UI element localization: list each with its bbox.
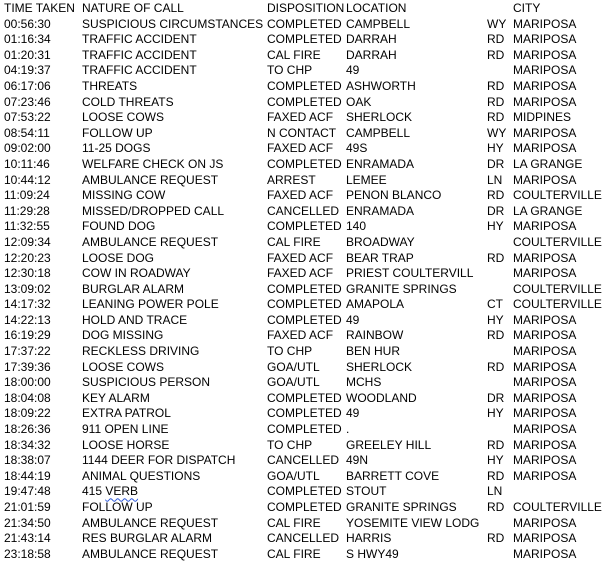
disposition-cell: FAXED ACF — [267, 328, 334, 343]
city-cell: MARIPOSA — [513, 390, 577, 405]
city-cell: MARIPOSA — [513, 219, 577, 234]
table-row — [0, 188, 614, 204]
table-row — [0, 235, 614, 251]
nature-of-call-cell: 1144 DEER FOR DISPATCH — [82, 453, 236, 468]
table-row — [0, 328, 614, 344]
time-taken-cell: 07:23:46 — [4, 94, 51, 109]
nature-of-call-cell: SUSPICIOUS PERSON — [82, 375, 211, 390]
disposition-cell: COMPLETED — [267, 16, 342, 31]
location-cell: PRIEST COULTERVILL — [346, 266, 474, 281]
city-cell: MARIPOSA — [513, 453, 577, 468]
location-cell: HARRIS — [346, 531, 392, 546]
disposition-cell: FAXED ACF — [267, 266, 334, 281]
time-taken-cell: 12:09:34 — [4, 234, 51, 249]
nature-text: 415 — [82, 484, 106, 499]
table-row — [0, 48, 614, 64]
city-cell: COULTERVILLE — [513, 188, 602, 203]
disposition-cell: GOA/UTL — [267, 468, 320, 483]
spellcheck-flagged-word: VERB — [105, 484, 139, 499]
time-taken-cell: 18:04:08 — [4, 390, 51, 405]
location-cell: GREELEY HILL — [346, 437, 432, 452]
table-row — [0, 469, 614, 485]
nature-of-call-cell: TRAFFIC ACCIDENT — [82, 32, 197, 47]
city-cell: MARIPOSA — [513, 32, 577, 47]
time-taken-cell: 07:53:22 — [4, 110, 51, 125]
time-taken-cell: 18:38:07 — [4, 453, 51, 468]
time-taken-cell: 21:01:59 — [4, 500, 51, 514]
street-suffix-cell: RD — [487, 500, 505, 514]
table-row — [0, 79, 614, 95]
time-taken-cell: 19:47:48 — [4, 484, 51, 499]
time-taken-cell: 10:11:46 — [4, 156, 50, 171]
disposition-cell: CAL FIRE — [267, 47, 321, 62]
table-row — [0, 453, 614, 469]
disposition-cell: TO CHP — [267, 344, 313, 359]
location-cell: PENON BLANCO — [346, 188, 442, 203]
city-cell: COULTERVILLE — [513, 281, 602, 296]
street-suffix-cell: LN — [487, 172, 503, 187]
disposition-cell: COMPLETED — [267, 78, 342, 93]
disposition-cell: GOA/UTL — [267, 359, 320, 374]
time-taken-cell: 00:56:30 — [4, 16, 51, 31]
nature-of-call-cell: FOUND DOG — [82, 219, 156, 234]
nature-of-call-cell: LOOSE COWS — [82, 359, 165, 374]
location-cell: . — [346, 422, 350, 437]
disposition-cell: FAXED ACF — [267, 110, 334, 125]
street-suffix-cell: RD — [487, 110, 505, 125]
location-cell: GRANITE SPRINGS — [346, 281, 457, 296]
location-cell: ENRAMADA — [346, 203, 415, 218]
location-cell: ASHWORTH — [346, 78, 416, 93]
location-cell: RAINBOW — [346, 328, 404, 343]
disposition-cell: COMPLETED — [267, 406, 342, 421]
city-cell: MARIPOSA — [513, 250, 577, 265]
nature-of-call-cell: BURGLAR ALARM — [82, 281, 185, 296]
city-cell: LA GRANGE — [513, 203, 583, 218]
time-taken-cell: 12:30:18 — [4, 266, 51, 281]
nature-of-call-cell: EXTRA PATROL — [82, 406, 171, 421]
table-row — [0, 422, 614, 438]
time-taken-cell: 11:09:24 — [4, 188, 50, 203]
table-row — [0, 406, 614, 422]
city-cell: MARIPOSA — [513, 546, 577, 561]
table-row — [0, 391, 614, 407]
city-cell: COULTERVILLE — [513, 500, 602, 514]
city-cell: MARIPOSA — [513, 468, 577, 483]
table-row — [0, 63, 614, 79]
time-taken-cell: 01:16:34 — [4, 32, 51, 47]
disposition-cell: N CONTACT — [267, 125, 337, 140]
time-taken-cell: 18:34:32 — [4, 437, 51, 452]
table-row — [0, 500, 614, 516]
table-row — [0, 360, 614, 376]
nature-of-call-cell: SUSPICIOUS CIRCUMSTANCES — [82, 16, 264, 31]
street-suffix-cell: HY — [487, 219, 504, 234]
table-row — [0, 282, 614, 298]
nature-of-call-cell: LEANING POWER POLE — [82, 297, 219, 312]
street-suffix-cell: RD — [487, 359, 505, 374]
disposition-cell: FAXED ACF — [267, 250, 334, 265]
street-suffix-cell: RD — [487, 250, 505, 265]
time-taken-cell: 04:19:37 — [4, 63, 51, 78]
city-cell: COULTERVILLE — [513, 297, 602, 312]
table-row — [0, 375, 614, 391]
city-cell: COULTERVILLE — [513, 234, 602, 249]
location-cell: AMAPOLA — [346, 297, 405, 312]
nature-of-call-cell: FOLLOW UP — [82, 125, 153, 140]
time-taken-cell: 14:22:13 — [4, 312, 51, 327]
city-cell: MARIPOSA — [513, 406, 577, 421]
disposition-cell: CANCELLED — [267, 531, 340, 546]
location-cell: DARRAH — [346, 32, 397, 47]
header-time-taken: TIME TAKEN — [4, 1, 75, 15]
city-cell: MARIPOSA — [513, 266, 577, 281]
disposition-cell: TO CHP — [267, 63, 313, 78]
city-cell: MARIPOSA — [513, 78, 577, 93]
street-suffix-cell: LN — [487, 484, 503, 499]
table-row — [0, 141, 614, 157]
street-suffix-cell: RD — [487, 32, 505, 47]
nature-of-call-cell: AMBULANCE REQUEST — [82, 515, 219, 530]
disposition-cell: TO CHP — [267, 437, 313, 452]
location-cell: LEMEE — [346, 172, 387, 187]
disposition-cell: COMPLETED — [267, 32, 342, 47]
table-row — [0, 219, 614, 235]
table-row — [0, 266, 614, 282]
nature-of-call-cell: TRAFFIC ACCIDENT — [82, 47, 197, 62]
street-suffix-cell: CT — [487, 297, 503, 312]
location-cell: OAK — [346, 94, 372, 109]
street-suffix-cell: DR — [487, 203, 505, 218]
nature-of-call-cell: AMBULANCE REQUEST — [82, 234, 219, 249]
call-log-table — [0, 1, 614, 562]
location-cell: BEN HUR — [346, 344, 401, 359]
nature-of-call-cell: LOOSE DOG — [82, 250, 155, 265]
table-row — [0, 157, 614, 173]
time-taken-cell: 08:54:11 — [4, 125, 50, 140]
table-row — [0, 32, 614, 48]
disposition-cell: COMPLETED — [267, 484, 342, 499]
street-suffix-cell: RD — [487, 328, 505, 343]
nature-of-call-cell: LOOSE COWS — [82, 110, 165, 125]
table-row — [0, 438, 614, 454]
disposition-cell: GOA/UTL — [267, 375, 320, 390]
street-suffix-cell: HY — [487, 406, 504, 421]
time-taken-cell: 16:19:29 — [4, 328, 51, 343]
disposition-cell: COMPLETED — [267, 297, 342, 312]
city-cell: LA GRANGE — [513, 156, 583, 171]
street-suffix-cell: HY — [487, 453, 504, 468]
header-nature-of-call: NATURE OF CALL — [82, 1, 184, 15]
disposition-cell: COMPLETED — [267, 422, 342, 437]
time-taken-cell: 09:02:00 — [4, 141, 51, 156]
table-row — [0, 95, 614, 111]
table-row — [0, 547, 614, 563]
time-taken-cell: 21:34:50 — [4, 515, 51, 530]
street-suffix-cell: HY — [487, 141, 504, 156]
time-taken-cell: 12:20:23 — [4, 250, 51, 265]
table-row — [0, 531, 614, 547]
city-cell: MARIPOSA — [513, 94, 577, 109]
disposition-cell: CANCELLED — [267, 453, 340, 468]
street-suffix-cell: WY — [487, 16, 507, 31]
location-cell: YOSEMITE VIEW LODG — [346, 515, 480, 530]
location-cell: S HWY49 — [346, 546, 399, 561]
location-cell: SHERLOCK — [346, 110, 413, 125]
street-suffix-cell: WY — [487, 125, 507, 140]
street-suffix-cell: HY — [487, 312, 504, 327]
location-cell: DARRAH — [346, 47, 397, 62]
city-cell: MARIPOSA — [513, 422, 577, 437]
location-cell: CAMPBELL — [346, 125, 411, 140]
disposition-cell: COMPLETED — [267, 94, 342, 109]
city-cell: MARIPOSA — [513, 312, 577, 327]
city-cell: MARIPOSA — [513, 63, 577, 78]
disposition-cell: COMPLETED — [267, 312, 342, 327]
table-row — [0, 516, 614, 532]
street-suffix-cell: RD — [487, 94, 505, 109]
header-row — [0, 1, 614, 17]
city-cell: MARIPOSA — [513, 375, 577, 390]
table-row — [0, 204, 614, 220]
time-taken-cell: 18:26:36 — [4, 422, 51, 437]
location-cell: 49 — [346, 63, 360, 78]
location-cell: STOUT — [346, 484, 387, 499]
location-cell: BARRETT COVE — [346, 468, 440, 483]
nature-of-call-cell: COW IN ROADWAY — [82, 266, 191, 281]
disposition-cell: CANCELLED — [267, 203, 340, 218]
location-cell: WOODLAND — [346, 390, 417, 405]
time-taken-cell: 01:20:31 — [4, 47, 51, 62]
nature-of-call-cell — [82, 484, 138, 500]
nature-of-call-cell: AMBULANCE REQUEST — [82, 172, 219, 187]
nature-of-call-cell: 911 OPEN LINE — [82, 422, 169, 437]
nature-of-call-cell: LOOSE HORSE — [82, 437, 170, 452]
nature-of-call-cell: COLD THREATS — [82, 94, 174, 109]
nature-of-call-cell: TRAFFIC ACCIDENT — [82, 63, 197, 78]
time-taken-cell: 23:18:58 — [4, 546, 51, 561]
disposition-cell: COMPLETED — [267, 500, 342, 514]
header-city: CITY — [513, 1, 541, 15]
location-cell: MCHS — [346, 375, 382, 390]
location-cell: 49 — [346, 312, 360, 327]
street-suffix-cell: RD — [487, 188, 505, 203]
location-cell: 49S — [346, 141, 368, 156]
city-cell: MARIPOSA — [513, 437, 577, 452]
nature-of-call-cell: MISSING COW — [82, 188, 166, 203]
disposition-cell: CAL FIRE — [267, 515, 321, 530]
table-row — [0, 297, 614, 313]
city-cell: MIDPINES — [513, 110, 572, 125]
time-taken-cell: 18:09:22 — [4, 406, 51, 421]
disposition-cell: COMPLETED — [267, 281, 342, 296]
time-taken-cell: 11:29:28 — [4, 203, 50, 218]
nature-of-call-cell: HOLD AND TRACE — [82, 312, 188, 327]
location-cell: 140 — [346, 219, 367, 234]
location-cell: 49 — [346, 406, 360, 421]
city-cell: MARIPOSA — [513, 141, 577, 156]
nature-of-call-cell: RECKLESS DRIVING — [82, 344, 200, 359]
city-cell: MARIPOSA — [513, 359, 577, 374]
disposition-cell: FAXED ACF — [267, 188, 334, 203]
table-row — [0, 126, 614, 142]
table-row — [0, 344, 614, 360]
nature-of-call-cell: THREATS — [82, 78, 138, 93]
city-cell: MARIPOSA — [513, 531, 577, 546]
street-suffix-cell: RD — [487, 78, 505, 93]
disposition-cell: COMPLETED — [267, 156, 342, 171]
table-row — [0, 17, 614, 33]
table-row — [0, 484, 614, 500]
nature-of-call-cell: RES BURGLAR ALARM — [82, 531, 213, 546]
table-row — [0, 110, 614, 126]
location-cell: 49N — [346, 453, 369, 468]
nature-of-call-cell: DOG MISSING — [82, 328, 164, 343]
city-cell: MARIPOSA — [513, 125, 577, 140]
time-taken-cell: 10:44:12 — [4, 172, 51, 187]
location-cell: GRANITE SPRINGS — [346, 500, 457, 514]
location-cell: CAMPBELL — [346, 16, 411, 31]
nature-of-call-cell: MISSED/DROPPED CALL — [82, 203, 225, 218]
city-cell: MARIPOSA — [513, 515, 577, 530]
time-taken-cell: 06:17:06 — [4, 78, 51, 93]
time-taken-cell: 13:09:02 — [4, 281, 51, 296]
disposition-cell: COMPLETED — [267, 390, 342, 405]
location-cell: BROADWAY — [346, 234, 415, 249]
nature-of-call-cell: AMBULANCE REQUEST — [82, 546, 219, 561]
time-taken-cell: 14:17:32 — [4, 297, 51, 312]
street-suffix-cell: RD — [487, 468, 505, 483]
time-taken-cell: 21:43:14 — [4, 531, 51, 546]
city-cell: MARIPOSA — [513, 172, 577, 187]
table-body — [0, 17, 614, 563]
nature-of-call-cell: KEY ALARM — [82, 390, 150, 405]
time-taken-cell: 18:00:00 — [4, 375, 51, 390]
table-row — [0, 173, 614, 189]
street-suffix-cell: RD — [487, 437, 505, 452]
street-suffix-cell: RD — [487, 47, 505, 62]
nature-of-call-cell: WELFARE CHECK ON JS — [82, 156, 224, 171]
location-cell: ENRAMADA — [346, 156, 415, 171]
time-taken-cell: 18:44:19 — [4, 468, 51, 483]
location-cell: BEAR TRAP — [346, 250, 414, 265]
disposition-cell: ARREST — [267, 172, 316, 187]
disposition-cell: CAL FIRE — [267, 546, 321, 561]
disposition-cell: COMPLETED — [267, 219, 342, 234]
city-cell: MARIPOSA — [513, 16, 577, 31]
time-taken-cell: 17:37:22 — [4, 344, 51, 359]
city-cell: MARIPOSA — [513, 47, 577, 62]
table-row — [0, 251, 614, 267]
street-suffix-cell: RD — [487, 531, 505, 546]
time-taken-cell: 11:32:55 — [4, 219, 50, 234]
street-suffix-cell: DR — [487, 156, 505, 171]
time-taken-cell: 17:39:36 — [4, 359, 51, 374]
nature-of-call-cell: 11-25 DOGS — [82, 141, 151, 156]
location-cell: SHERLOCK — [346, 359, 413, 374]
nature-of-call-cell: FOLLOW UP — [82, 500, 153, 514]
disposition-cell: CAL FIRE — [267, 234, 321, 249]
table-row — [0, 313, 614, 329]
city-cell: MARIPOSA — [513, 344, 577, 359]
city-cell: MARIPOSA — [513, 328, 577, 343]
disposition-cell: FAXED ACF — [267, 141, 334, 156]
header-disposition: DISPOSITION — [267, 1, 345, 15]
header-location: LOCATION — [346, 1, 407, 15]
nature-of-call-cell: ANIMAL QUESTIONS — [82, 468, 201, 483]
street-suffix-cell: DR — [487, 390, 505, 405]
